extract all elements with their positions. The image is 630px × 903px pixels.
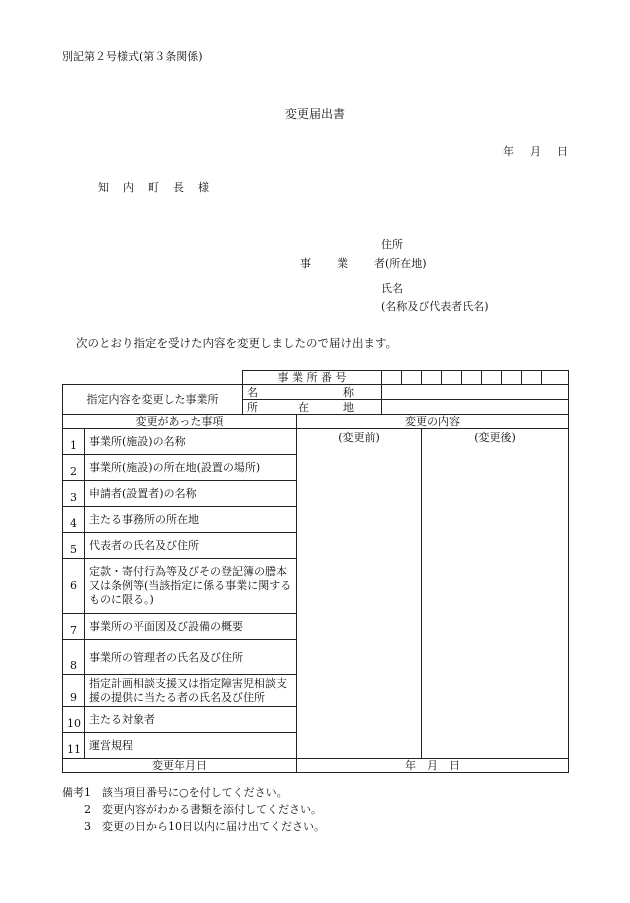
business-label-char-2: 業 — [337, 257, 348, 270]
item-text: 主たる事務所の所在地 — [85, 507, 297, 533]
office-number-digit-7[interactable] — [502, 371, 522, 385]
address-label: 住所 — [381, 238, 403, 251]
item-number[interactable]: 6 — [63, 559, 85, 614]
office-number-digit-4[interactable] — [442, 371, 462, 385]
office-location-label — [243, 400, 382, 415]
date-year-label: 年 — [503, 145, 514, 158]
remarks — [62, 784, 325, 835]
change-form-table — [62, 370, 569, 773]
addressee-char-4: 長 — [173, 181, 184, 194]
name-sub-label: (名称及び代表者氏名) — [381, 300, 489, 313]
item-number[interactable]: 4 — [63, 507, 85, 533]
item-text: 事業所(施設)の名称 — [85, 429, 297, 455]
submission-date — [487, 143, 568, 159]
changed-office-label: 指定内容を変更した事業所 — [63, 385, 243, 415]
item-text: 事業所(施設)の所在地(設置の場所) — [85, 455, 297, 481]
before-change-label: (変更前) — [338, 431, 380, 444]
after-change-field[interactable] — [422, 429, 569, 759]
before-change-field[interactable] — [297, 429, 422, 759]
item-text: 代表者の氏名及び住所 — [85, 533, 297, 559]
item-number[interactable]: 2 — [63, 455, 85, 481]
changed-items-header: 変更があった事項 — [63, 415, 297, 429]
change-date-field[interactable]: 年 月 日 — [297, 759, 569, 773]
office-name-label — [243, 385, 382, 400]
item-number[interactable]: 3 — [63, 481, 85, 507]
form-number-note: 別記第２号様式(第３条関係) — [62, 50, 203, 63]
location-label-char-3: 地 — [343, 400, 354, 414]
addressee-char-2: 内 — [123, 181, 134, 194]
business-operator-label — [300, 255, 427, 271]
office-number-digit-5[interactable] — [462, 371, 482, 385]
remark-2: 2 変更内容がわかる書類を添付してください。 — [62, 803, 322, 816]
item-number[interactable]: 8 — [63, 640, 85, 675]
remark-3: 3 変更の日から10日以内に届け出てください。 — [62, 820, 325, 833]
item-text: 定款・寄付行為等及びその登記簿の謄本又は条例等(当該指定に係る事業に関するものに限る。) — [85, 559, 297, 614]
document-title: 変更届出書 — [284, 107, 345, 121]
name-label-char-1: 名 — [247, 385, 258, 399]
office-location-field[interactable] — [382, 400, 569, 415]
office-number-digit-1[interactable] — [382, 371, 402, 385]
office-number-label: 事 業 所 番 号 — [243, 371, 382, 385]
location-label-char-1: 所 — [247, 400, 258, 414]
item-number[interactable]: 5 — [63, 533, 85, 559]
office-number-digit-8[interactable] — [522, 371, 542, 385]
addressee-char-3: 町 — [148, 181, 159, 194]
business-label-char-1: 事 — [300, 257, 311, 270]
item-number[interactable]: 10 — [63, 707, 85, 733]
item-text: 指定計画相談支援又は指定障害児相談支援の提供に当たる者の氏名及び住所 — [85, 675, 297, 707]
item-text: 事業所の管理者の氏名及び住所 — [85, 640, 297, 675]
remark-1: 備考1 該当項目番号に○を付してください。 — [62, 786, 288, 799]
addressee — [98, 179, 223, 195]
item-number[interactable]: 1 — [63, 429, 85, 455]
office-name-field[interactable] — [382, 385, 569, 400]
office-number-digit-3[interactable] — [422, 371, 442, 385]
location-label-char-2: 在 — [298, 400, 309, 414]
addressee-honorific: 様 — [198, 181, 209, 194]
item-number[interactable]: 9 — [63, 675, 85, 707]
after-change-label: (変更後) — [474, 431, 516, 444]
name-label: 氏名 — [381, 282, 403, 295]
change-content-header: 変更の内容 — [297, 415, 569, 429]
item-number[interactable]: 7 — [63, 614, 85, 640]
office-number-digit-6[interactable] — [482, 371, 502, 385]
business-label-rest: 者(所在地) — [374, 257, 427, 270]
addressee-char-1: 知 — [98, 181, 109, 194]
name-label-char-2: 称 — [343, 385, 354, 399]
item-text: 事業所の平面図及び設備の概要 — [85, 614, 297, 640]
item-number[interactable]: 11 — [63, 733, 85, 759]
item-text: 申請者(設置者)の名称 — [85, 481, 297, 507]
date-month-label: 月 — [530, 145, 541, 158]
change-date-label: 変更年月日 — [63, 759, 297, 773]
office-number-digit-2[interactable] — [402, 371, 422, 385]
date-day-label: 日 — [557, 145, 568, 158]
office-number-digit-9[interactable] — [542, 371, 569, 385]
item-text: 主たる対象者 — [85, 707, 297, 733]
item-text: 運営規程 — [85, 733, 297, 759]
intro-text: 次のとおり指定を受けた内容を変更しましたので届け出ます。 — [76, 336, 398, 350]
